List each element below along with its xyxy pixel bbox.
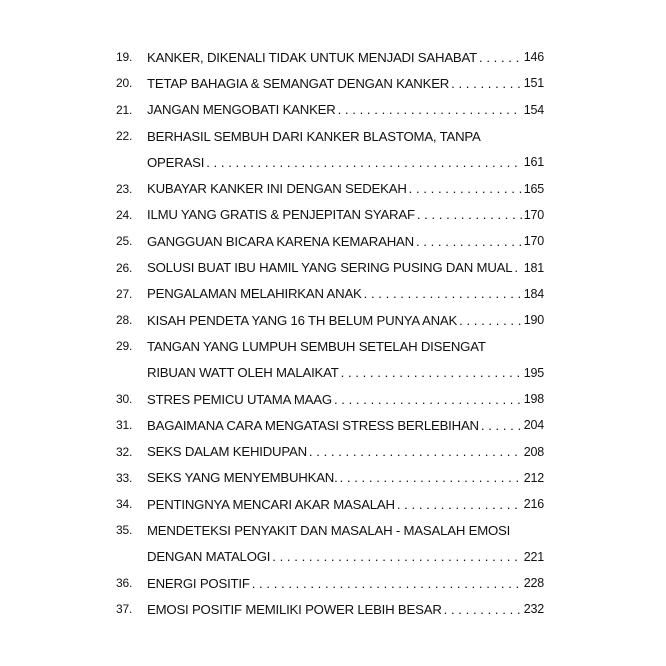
page-number: 146 <box>523 50 544 65</box>
dot-leader <box>341 365 522 380</box>
page-number: 170 <box>523 234 544 249</box>
page-number: 232 <box>523 602 544 617</box>
toc-line <box>116 97 544 123</box>
toc-line <box>116 491 544 517</box>
entry-title: TETAP BAHAGIA & SEMANGAT DENGAN KANKER <box>147 75 450 91</box>
entry-number: 20. <box>116 76 133 91</box>
entry-number: 21. <box>116 102 133 117</box>
toc-entry <box>116 386 544 412</box>
entry-title: TANGAN YANG LUMPUH SEMBUH SETELAH DISENGAT <box>147 338 486 354</box>
toc-line <box>116 360 544 386</box>
entry-number: 37. <box>116 602 133 617</box>
toc-line <box>116 544 544 570</box>
toc-line <box>116 570 544 596</box>
toc-entry <box>116 44 544 70</box>
entry-title: OPERASI <box>147 154 205 170</box>
page-number: 216 <box>523 497 544 512</box>
entry-number: 35. <box>116 523 133 538</box>
toc-entry <box>116 70 544 96</box>
dot-leader <box>364 286 522 301</box>
toc-line <box>116 228 544 254</box>
page-number: 181 <box>523 260 544 275</box>
toc-line <box>116 333 544 359</box>
toc-entry <box>116 307 544 333</box>
page-number: 228 <box>523 576 544 591</box>
dot-leader <box>309 444 522 459</box>
dot-leader <box>338 102 522 117</box>
toc-entry <box>116 491 544 517</box>
dot-leader <box>409 181 522 196</box>
toc-entry <box>116 517 544 570</box>
page-number: 212 <box>523 470 544 485</box>
toc-line <box>116 123 544 149</box>
toc-entry <box>116 438 544 464</box>
dot-leader <box>451 76 522 91</box>
toc-line <box>116 281 544 307</box>
toc-entry <box>116 333 544 386</box>
table-of-contents <box>116 44 544 623</box>
toc-entry <box>116 570 544 596</box>
dot-leader <box>416 234 522 249</box>
entry-title: RIBUAN WATT OLEH MALAIKAT <box>147 365 339 381</box>
dot-leader <box>459 313 522 328</box>
entry-number: 33. <box>116 470 133 485</box>
entry-number: 19. <box>116 50 133 65</box>
toc-entry <box>116 123 544 176</box>
page-number: 195 <box>523 365 544 380</box>
page-number: 154 <box>523 102 544 117</box>
dot-leader <box>340 470 522 485</box>
entry-title: BERHASIL SEMBUH DARI KANKER BLASTOMA, TANPA <box>147 128 481 144</box>
toc-entry <box>116 412 544 438</box>
entry-number: 36. <box>116 576 133 591</box>
entry-number: 31. <box>116 418 133 433</box>
toc-line <box>116 596 544 622</box>
entry-title: ENERGI POSITIF <box>147 575 250 591</box>
entry-title: GANGGUAN BICARA KARENA KEMARAHAN <box>147 233 414 249</box>
entry-title: PENGALAMAN MELAHIRKAN ANAK <box>147 286 362 302</box>
entry-number: 26. <box>116 260 133 275</box>
toc-line <box>116 175 544 201</box>
entry-title: KANKER, DIKENALI TIDAK UNTUK MENJADI SAHABAT <box>147 49 477 65</box>
toc-entry <box>116 97 544 123</box>
entry-title: EMOSI POSITIF MEMILIKI POWER LEBIH BESAR <box>147 601 442 617</box>
entry-number: 32. <box>116 444 133 459</box>
dot-leader <box>514 260 521 275</box>
entry-number: 23. <box>116 181 133 196</box>
page-number: 204 <box>523 418 544 433</box>
toc-entry <box>116 281 544 307</box>
entry-title: MENDETEKSI PENYAKIT DAN MASALAH - MASALAH EMOSI <box>147 522 511 538</box>
entry-number: 28. <box>116 313 133 328</box>
toc-entry <box>116 465 544 491</box>
entry-title: JANGAN MENGOBATI KANKER <box>147 102 336 118</box>
page-number: 198 <box>523 392 544 406</box>
toc-line <box>116 254 544 280</box>
entry-number: 30. <box>116 392 133 406</box>
toc-line <box>116 44 544 70</box>
dot-leader <box>272 549 521 564</box>
entry-number: 24. <box>116 207 133 222</box>
dot-leader <box>444 602 522 617</box>
entry-title: BAGAIMANA CARA MENGATASI STRESS BERLEBIHAN <box>147 417 479 433</box>
entry-title: SEKS YANG MENYEMBUHKAN. <box>147 470 338 486</box>
entry-title: KISAH PENDETA YANG 16 TH BELUM PUNYA ANAK <box>147 312 458 328</box>
toc-line <box>116 412 544 438</box>
page-number: 221 <box>523 549 544 564</box>
entry-number: 34. <box>116 497 133 512</box>
page-number: 170 <box>523 207 544 222</box>
entry-number: 25. <box>116 234 133 249</box>
page-number: 184 <box>523 286 544 301</box>
toc-entry <box>116 254 544 280</box>
entry-title: ILMU YANG GRATIS & PENJEPITAN SYARAF <box>147 207 415 223</box>
entry-number: 22. <box>116 129 133 144</box>
toc-line <box>116 149 544 175</box>
entry-number: 27. <box>116 286 133 301</box>
dot-leader <box>206 155 522 170</box>
toc-line <box>116 517 544 543</box>
page-number: 208 <box>523 444 544 459</box>
toc-line <box>116 202 544 228</box>
entry-title: KUBAYAR KANKER INI DENGAN SEDEKAH <box>147 181 407 197</box>
page-number: 165 <box>523 181 544 196</box>
toc-entry <box>116 596 544 622</box>
toc-line <box>116 438 544 464</box>
dot-leader <box>334 392 522 407</box>
entry-title: SOLUSI BUAT IBU HAMIL YANG SERING PUSING DAN MUAL <box>147 260 513 276</box>
page-number: 161 <box>523 155 544 170</box>
dot-leader <box>397 497 522 512</box>
toc-line <box>116 465 544 491</box>
entry-title: SEKS DALAM KEHIDUPAN <box>147 444 307 460</box>
page-number: 151 <box>523 76 544 91</box>
dot-leader <box>252 576 522 591</box>
entry-title: DENGAN MATALOGI <box>147 549 271 565</box>
toc-line <box>116 307 544 333</box>
toc-line <box>116 70 544 96</box>
entry-title: STRES PEMICU UTAMA MAAG <box>147 391 332 407</box>
entry-title: PENTINGNYA MENCARI AKAR MASALAH <box>147 496 395 512</box>
toc-entry <box>116 228 544 254</box>
toc-line <box>116 386 544 412</box>
toc-entry <box>116 202 544 228</box>
entry-number: 29. <box>116 339 133 354</box>
page-number: 190 <box>523 313 544 328</box>
dot-leader <box>479 50 522 65</box>
toc-entry <box>116 175 544 201</box>
dot-leader <box>417 207 522 222</box>
dot-leader <box>481 418 522 433</box>
